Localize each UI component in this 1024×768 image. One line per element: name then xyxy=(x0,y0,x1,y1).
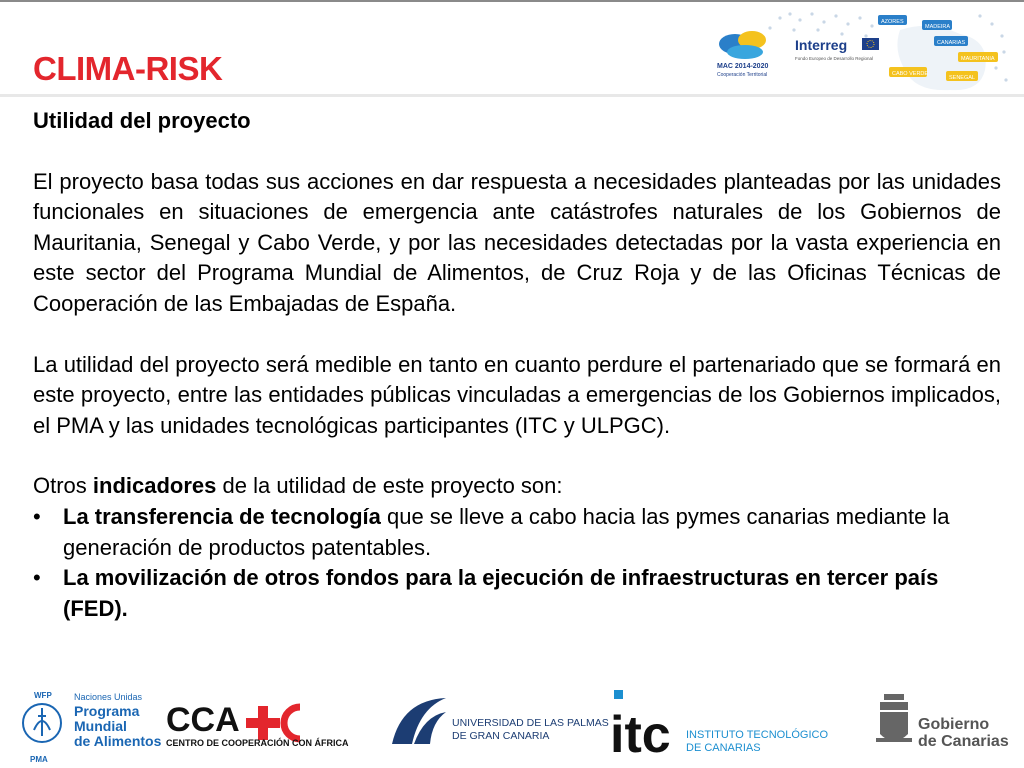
indicators-intro-bold: indicadores xyxy=(92,473,217,499)
header-separator xyxy=(0,94,1024,97)
coat-of-arms-icon xyxy=(876,694,912,742)
region-map xyxy=(878,15,998,90)
map-label-senegal: SENEGAL xyxy=(949,75,975,81)
wfp-abbr: WFP xyxy=(34,691,52,700)
interreg-sub: Fondo Europeo de Desarrollo Regional xyxy=(795,56,874,61)
mac-logo xyxy=(717,31,768,78)
bullet2-bold: La movilización de otros fondos para la ejecución de infraestructuras en tercer país (FED). xyxy=(63,565,939,621)
map-label-canarias: CANARIAS xyxy=(937,40,966,46)
paragraph-utility: La utilidad del proyecto será medible en tanto en cuanto perdure el partenariado que se formará en este proyecto, entre las entidades públicas vinculadas a emergencias de los Gobiernos implicados, el PMA y las unidades tecnológicas participantes (ITC y ULPGC). xyxy=(33,351,1001,438)
indicators-intro-prefix: Otros xyxy=(33,473,93,499)
interreg-logo xyxy=(795,37,879,61)
wfp-logo xyxy=(23,691,162,764)
itc-letters: itc xyxy=(610,706,671,764)
itc-dot-icon xyxy=(614,690,623,699)
bullet-icon: • xyxy=(33,503,41,529)
itc-logo xyxy=(610,690,828,764)
gobierno-line2: de Canarias xyxy=(918,733,1009,750)
paragraph-needs: El proyecto basa todas sus acciones en dar respuesta a necesidades planteadas por las unidades funcionales en situaciones de emergencia ante catástrofes naturales de los Gobiernos de Mauritania, Senegal y Cabo Verde, y por las necesidades detectadas por la vasta experiencia en este sector del Programa Mundial de Alimentos, de Cruz Roja y de las Oficinas Técnicas de Cooperación de las Embajadas de España. xyxy=(33,168,1001,316)
map-label-cabo-verde: CABO VERDE xyxy=(892,71,929,77)
bullet1-bold: La transferencia de tecnología xyxy=(63,503,381,529)
wfp-line2: Mundial xyxy=(74,718,127,734)
eu-flag-icon xyxy=(862,38,879,50)
gobierno-line1: Gobierno xyxy=(918,716,990,733)
indicators-intro xyxy=(33,471,1001,502)
wfp-line0: Naciones Unidas xyxy=(74,692,143,702)
mac-line1: MAC 2014-2020 xyxy=(717,63,769,70)
map-label-madeira: MADEIRA xyxy=(925,24,951,30)
map-label-mauritania: MAURITANIA xyxy=(961,56,995,62)
spacer xyxy=(33,441,1001,471)
wfp-line3: de Alimentos xyxy=(74,733,162,749)
cca-letters: CCA xyxy=(166,701,240,739)
interreg-name: Interreg xyxy=(795,37,848,53)
itc-line2: DE CANARIAS xyxy=(686,742,761,754)
spacer xyxy=(33,320,1001,350)
indicators-intro-suffix: de la utilidad de este proyecto son: xyxy=(216,473,563,499)
ulpgc-logo xyxy=(392,698,609,744)
bullet-icon: • xyxy=(33,565,41,591)
map-label-azores: AZORES xyxy=(881,19,904,25)
footer-logos xyxy=(0,686,1024,768)
cca-sub: CENTRO DE COOPERACIÓN CON ÁFRICA xyxy=(166,738,349,748)
indicators-list xyxy=(33,502,1001,624)
top-border xyxy=(0,0,1024,2)
ulpgc-line1: UNIVERSIDAD DE LAS PALMAS xyxy=(452,717,609,729)
slide-title: CLIMA-RISK xyxy=(33,50,223,87)
list-item xyxy=(33,563,1001,624)
section-heading: Utilidad del proyecto xyxy=(33,108,251,133)
gobierno-canarias-logo xyxy=(876,694,1009,750)
itc-line1: INSTITUTO TECNOLÓGICO xyxy=(686,729,828,741)
mac-line2: Cooperación Territorial xyxy=(717,72,768,78)
cca-logo xyxy=(166,701,349,748)
red-cross-icon xyxy=(246,706,280,740)
list-item xyxy=(33,502,1001,563)
wfp-pma: PMA xyxy=(30,755,48,764)
spacer xyxy=(33,137,1001,167)
ulpgc-line2: DE GRAN CANARIA xyxy=(452,730,550,742)
wfp-line1: Programa xyxy=(74,703,140,719)
bullet1-rest: que se lleve a cabo hacia las pymes canarias mediante la generación de productos patentables. xyxy=(63,503,950,560)
slide-body xyxy=(33,106,1001,624)
